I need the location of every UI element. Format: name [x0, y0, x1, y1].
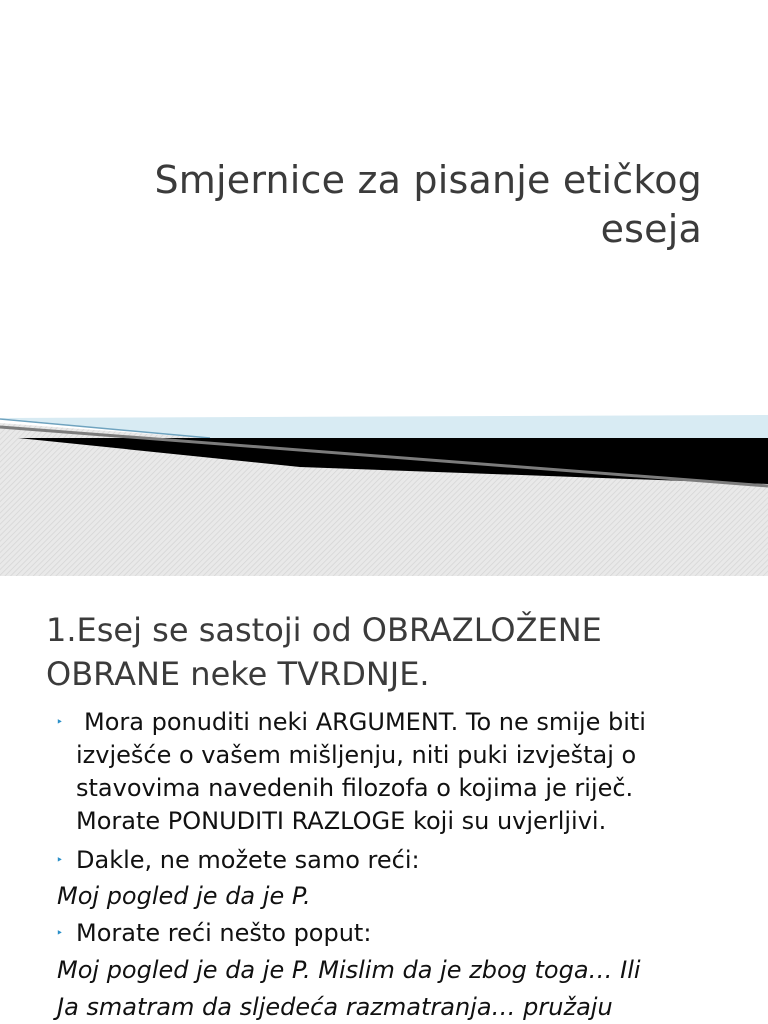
bullet-arrow-icon: ‣: [56, 926, 64, 940]
decorative-wave-band: [0, 405, 768, 576]
bullet-text: Dakle, ne možete samo reći:: [76, 846, 420, 874]
bullet-line: Morate PONUDITI RAZLOGE koji su uvjerljivi.: [76, 807, 607, 835]
bullet-line: Mora ponuditi neki ARGUMENT. To ne smije biti: [84, 708, 646, 736]
slide-title: [82, 156, 702, 254]
bullet-item: [0, 844, 768, 877]
content-slide: [0, 576, 768, 1024]
italic-example: Moj pogled je da je P.: [57, 882, 311, 910]
slide-title-line-2: eseja: [600, 207, 702, 251]
bullet-line: stavovima navedenih filozofa o kojima je riječ.: [76, 774, 634, 802]
italic-example: Moj pogled je da je P. Mislim da je zbog toga… Ili: [57, 956, 641, 984]
bullet-text: [76, 706, 746, 838]
bullet-item: [0, 917, 768, 950]
bullet-arrow-icon: ‣: [56, 715, 64, 729]
bullet-arrow-icon: ‣: [56, 853, 64, 867]
slide-title-line-1: Smjernice za pisanje etičkog: [154, 158, 702, 202]
bullet-line: izvješće o vašem mišljenju, niti puki izvještaj o: [76, 741, 637, 769]
bullet-item: [0, 706, 768, 838]
italic-example: Ja smatram da sljedeća razmatranja… pružaju: [57, 993, 613, 1021]
slide-heading: [46, 608, 736, 696]
slide-body: [0, 704, 768, 1024]
bullet-text: Morate reći nešto poput:: [76, 919, 372, 947]
slide-heading-line-2: OBRANE neke TVRDNJE.: [46, 655, 430, 693]
slide-heading-line-1: 1.Esej se sastoji od OBRAZLOŽENE: [46, 611, 602, 649]
